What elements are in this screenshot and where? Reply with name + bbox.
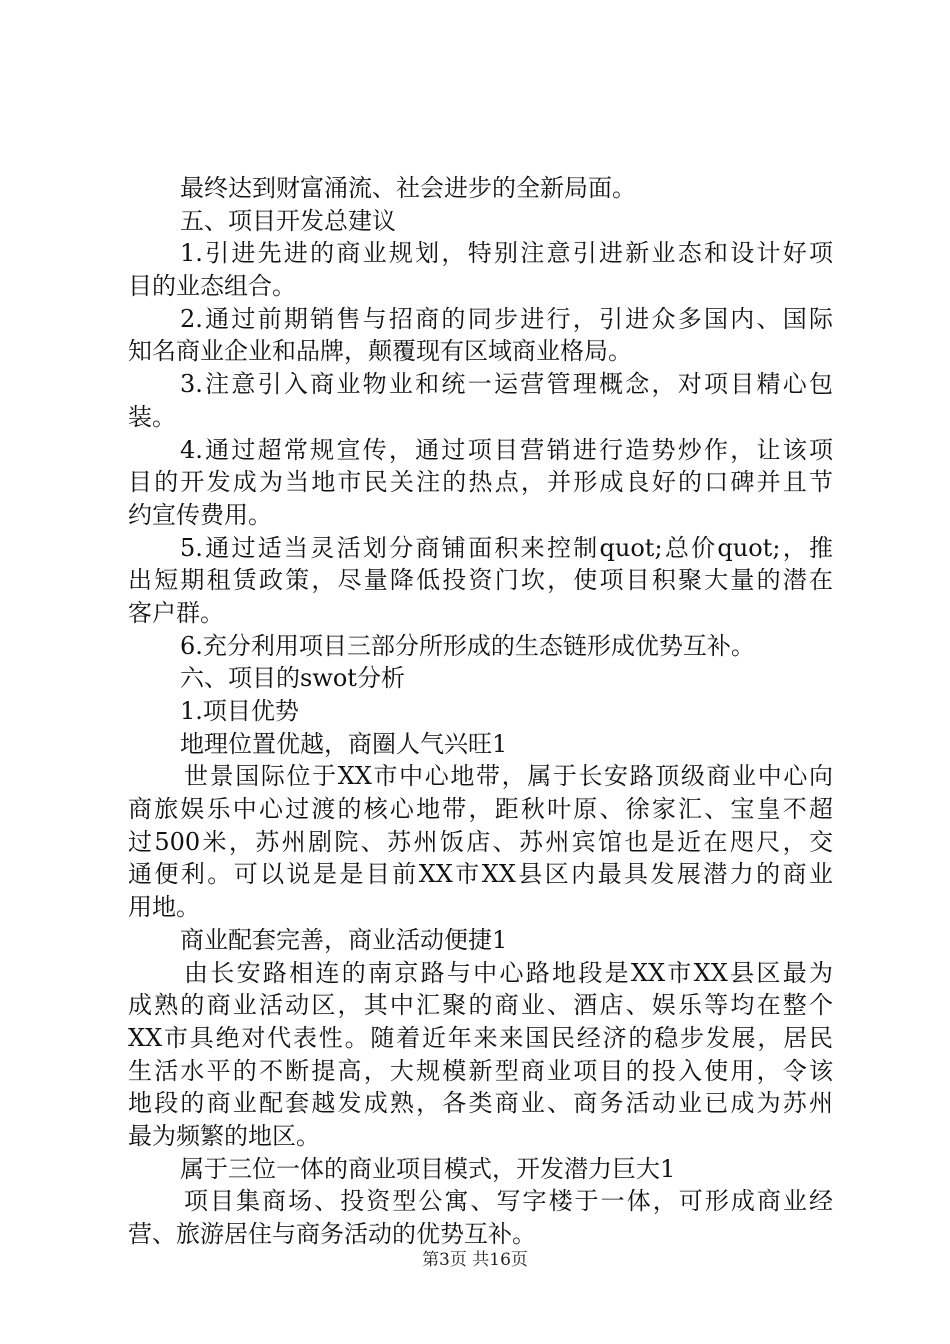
text-line: 过500米，苏州剧院、苏州饭店、苏州宾馆也是近在咫尺，交 [128, 827, 833, 856]
text-line: 项目集商场、投资型公寓、写字楼于一体，可形成商业经 [184, 1187, 833, 1216]
subheading-line: 商业配套完善，商业活动便捷1 [180, 925, 508, 954]
text-line: 用地。 [128, 893, 200, 922]
text-line: 最为频繁的地区。 [128, 1121, 320, 1150]
text-line: 地段的商业配套越发成熟，各类商业、商务活动业已成为苏州 [128, 1089, 833, 1118]
text-line: 由长安路相连的南京路与中心路地段是XX市XX县区最为 [184, 958, 833, 987]
text-line: 客户群。 [128, 598, 224, 627]
section-heading: 六、项目的swot分析 [180, 664, 405, 693]
text-line: 出短期租赁政策，尽量降低投资门坎，使项目积聚大量的潜在 [128, 566, 833, 595]
subheading-line: 属于三位一体的商业项目模式，开发潜力巨大1 [180, 1154, 676, 1183]
document-body [128, 172, 833, 1251]
text-line: 3.注意引入商业物业和统一运营管理概念，对项目精心包 [180, 370, 833, 399]
text-line: 5.通过适当灵活划分商铺面积来控制quot;总价quot;，推 [180, 533, 833, 562]
text-line: 通便利。可以说是是目前XX市XX县区内最具发展潜力的商业 [128, 860, 833, 889]
text-line: 约宣传费用。 [128, 500, 272, 529]
text-line: 4.通过超常规宣传，通过项目营销进行造势炒作，让该项 [180, 435, 833, 464]
text-line: 成熟的商业活动区，其中汇聚的商业、酒店、娱乐等均在整个 [128, 991, 833, 1020]
text-line: 世景国际位于XX市中心地带，属于长安路顶级商业中心向 [184, 762, 833, 791]
text-line: 最终达到财富涌流、社会进步的全新局面。 [180, 174, 636, 202]
text-line: 目的开发成为当地市民关注的热点，并形成良好的口碑并且节 [128, 468, 833, 497]
text-line: 2.通过前期销售与招商的同步进行，引进众多国内、国际 [180, 304, 833, 333]
subheading-line: 地理位置优越，商圈人气兴旺1 [180, 729, 508, 758]
subsection-heading: 1.项目优势 [180, 697, 299, 725]
text-line: 营、旅游居住与商务活动的优势互补。 [128, 1220, 536, 1248]
text-line: 知名商业企业和品牌，颠覆现有区域商业格局。 [128, 337, 632, 366]
text-line: 生活水平的不断提高，大规模新型商业项目的投入使用，令该 [128, 1056, 833, 1085]
text-line: 6.充分利用项目三部分所形成的生态链形成优势互补。 [180, 631, 755, 660]
text-line: 装。 [128, 402, 176, 431]
section-heading: 五、项目开发总建议 [180, 206, 396, 235]
text-line: XX市具绝对代表性。随着近年来来国民经济的稳步发展，居民 [128, 1023, 833, 1052]
text-line: 1.引进先进的商业规划，特别注意引进新业态和设计好项 [180, 239, 833, 268]
text-line: 目的业态组合。 [128, 272, 296, 301]
text-line: 商旅娱乐中心过渡的核心地带，距秋叶原、徐家汇、宝皇不超 [128, 795, 833, 824]
page-number-footer: 第3页 共16页 [422, 1250, 528, 1270]
